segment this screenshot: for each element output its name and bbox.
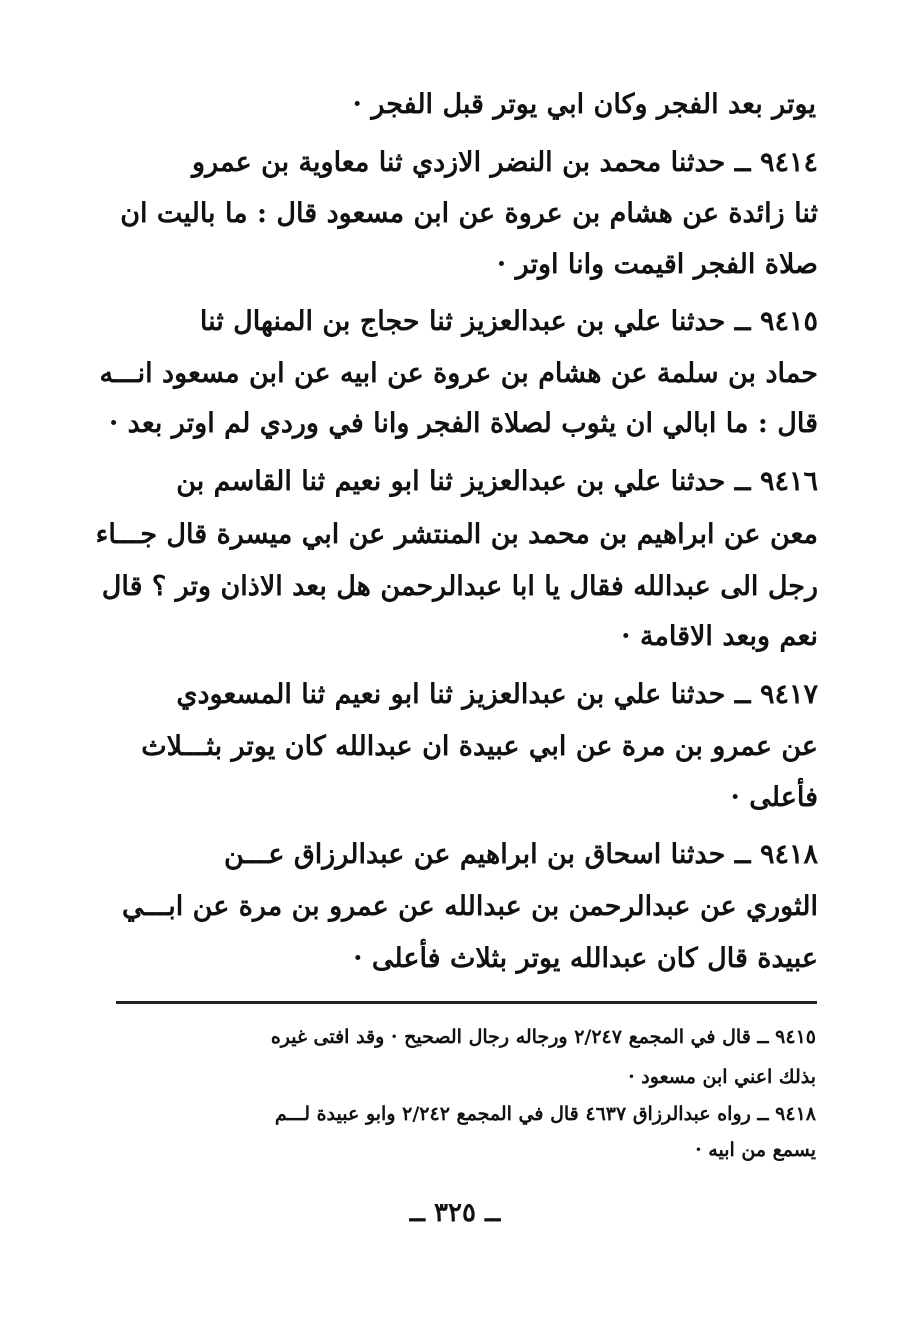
footnote-9415-line-2: بذلك اعني ابن مسعود · [628,1066,816,1088]
hadith-9415-line-1: ٩٤١٥ ــ حدثنا علي بن عبدالعزيز ثنا حجاج بن المنهال ثنا [199,306,818,337]
hadith-9414-line-3: صلاة الفجر اقيمت وانا اوتر · [496,249,818,280]
hadith-9416-line-1: ٩٤١٦ ــ حدثنا علي بن عبدالعزيز ثنا ابو نعيم ثنا القاسم بن [176,466,818,497]
text-line-1: يوتر بعد الفجر وكان ابي يوتر قبل الفجر · [352,89,816,120]
hadith-9418-line-3: عبيدة قال كان عبدالله يوتر بثلاث فأعلى · [353,943,818,974]
hadith-9414-line-1: ٩٤١٤ ــ حدثنا محمد بن النضر الازدي ثنا معاوية بن عمرو [192,147,818,178]
page-number: ــ ٣٢٥ ــ [409,1198,501,1228]
footnote-divider [116,1001,817,1004]
hadith-9417-line-3: فأعلى · [730,782,818,813]
hadith-9414-line-2: ثنا زائدة عن هشام بن عروة عن ابن مسعود قال : ما باليت ان [120,198,818,229]
footnote-9418-line-2: يسمع من ابيه · [695,1139,816,1161]
hadith-9418-line-2: الثوري عن عبدالرحمن بن عبدالله عن عمرو بن مرة عن ابـــي [121,891,818,922]
hadith-9417-line-1: ٩٤١٧ ــ حدثنا علي بن عبدالعزيز ثنا ابو نعيم ثنا المسعودي [176,679,818,710]
hadith-9417-line-2: عن عمرو بن مرة عن ابي عبيدة ان عبدالله كان يوتر بثـــلاث [141,731,818,762]
footnote-9415-line-1: ٩٤١٥ ــ قال في المجمع ٢/٢٤٧ ورجاله رجال الصحيح · وقد افتى غيره [270,1026,816,1048]
hadith-9416-line-2: معن عن ابراهيم بن محمد بن المنتشر عن ابي ميسرة قال جـــاء [95,519,818,550]
hadith-9418-line-1: ٩٤١٨ ــ حدثنا اسحاق بن ابراهيم عن عبدالرزاق عـــن [224,839,818,870]
hadith-9415-line-2: حماد بن سلمة عن هشام بن عروة عن ابيه عن ابن مسعود انـــه [99,358,818,389]
hadith-9416-line-3: رجل الى عبدالله فقال يا ابا عبدالرحمن هل بعد الاذان وتر ؟ قال [101,571,818,602]
footnote-9418-line-1: ٩٤١٨ ــ رواه عبدالرزاق ٤٦٣٧ قال في المجمع ٢/٢٤٢ وابو عبيدة لـــم [274,1103,816,1125]
hadith-9416-line-4: نعم وبعد الاقامة · [621,621,818,652]
hadith-9415-line-3: قال : ما ابالي ان يثوب لصلاة الفجر وانا في وردي لم اوتر بعد · [108,408,818,439]
